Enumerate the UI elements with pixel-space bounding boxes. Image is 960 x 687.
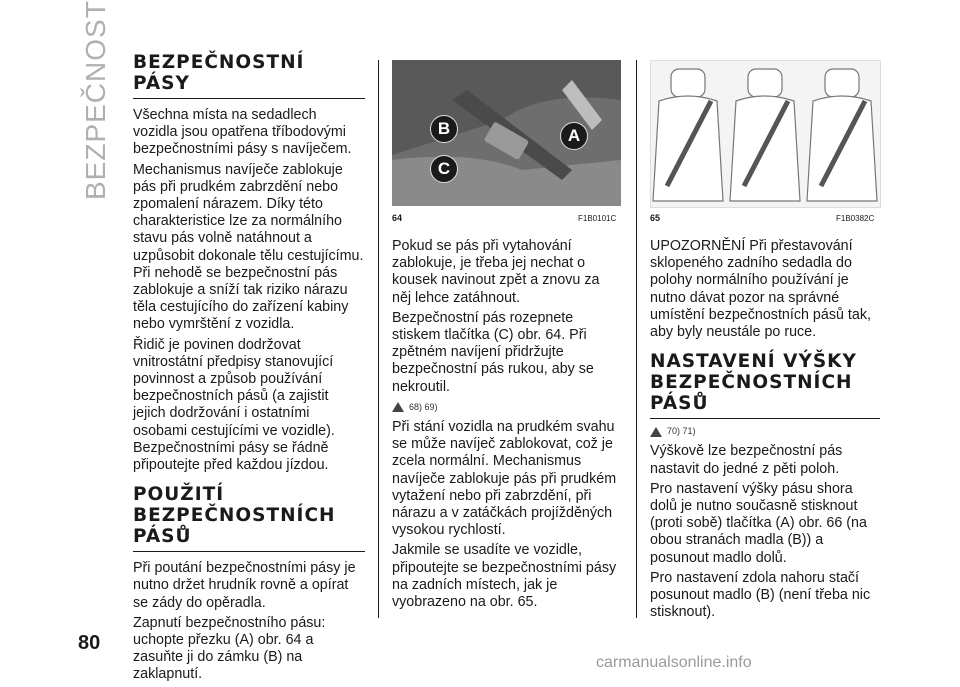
paragraph: Jakmile se usadíte ve vozidle, připoutejte se bezpečnostními pásy na zadních místech, jak je vyobrazeno na obr. 65.	[392, 542, 617, 611]
paragraph: Bezpečnostní pás rozepnete stiskem tlačítka (C) obr. 64. Při zpětném navíjení přidržujte bezpečnostní pás rukou, aby se nekroutil.	[392, 309, 594, 395]
heading-rule	[650, 418, 880, 419]
warning-triangle-icon	[650, 427, 662, 437]
paragraph: Řidič je povinen dodržovat vnitrostátní předpisy stanovující povinnost a způsob používání bezpečnostních pásů (a zajistit jejich dodržování i ostatními osobami cestujícími ve vozidle). Bezpečnostními pásy se řádně připoutejte před každou jízdou.	[133, 336, 335, 474]
heading-rule	[133, 98, 365, 99]
callout-a: A	[560, 122, 588, 150]
figure-64-code: F1B0101C	[578, 214, 617, 223]
figure-64-number: 64	[392, 213, 403, 223]
paragraph: Při stání vozidla na prudkém svahu se může navíječ zablokovat, což je zcela normální. Mechanismus navíječe zablokuje pás při prudkém vytažení nebo při zabrzdění, při nárazu a v zatáčkách projížděných vysokou rychlostí.	[392, 419, 617, 539]
paragraph: Všechna místa na sedadlech vozidla jsou opatřena tříbodovými bezpečnostními pásy s navíječem.	[133, 107, 352, 158]
column-divider	[636, 60, 637, 618]
callout-c: C	[430, 155, 458, 183]
heading-height-adjustment: NASTAVENÍ VÝŠKY BEZPEČNOSTNÍCH PÁSŮ	[650, 351, 857, 415]
page-number: 80	[78, 632, 101, 654]
paragraph: Pro nastavení zdola nahoru stačí posunout madlo (B) (není třeba nic stisknout).	[650, 569, 871, 621]
callout-b: B	[430, 115, 458, 143]
column-2	[392, 238, 622, 614]
figure-65-image	[650, 60, 881, 208]
paragraph: Výškově lze bezpečnostní pás nastavit do jedné z pěti poloh.	[650, 443, 843, 477]
paragraph: UPOZORNĚNÍ Při přestavování sklopeného zadního sedadla do polohy normálního používání je nutno dávat pozor na správné umístění bezpečnostních pásů tak, aby byly neustále po ruce.	[650, 238, 871, 341]
paragraph: Pro nastavení výšky pásu shora dolů je nutno současně stisknout (proti sobě) tlačítka (A) obr. 66 (na obou stranách madla (B)) a posunout madlo dolů.	[650, 480, 867, 566]
figure-64-image	[392, 60, 621, 206]
heading-rule	[133, 551, 365, 552]
warning-triangle-icon	[392, 402, 404, 412]
watermark-link[interactable]: carmanualsonline.info	[596, 654, 752, 671]
section-side-label: BEZPEČNOST	[80, 0, 111, 200]
heading-belt-use: POUŽITÍ BEZPEČNOSTNÍCH PÁSŮ	[133, 484, 336, 548]
paragraph: Pokud se pás při vytahování zablokuje, je třeba jej nechat o kousek navinout zpět a znovu za něj lehce zatáhnout.	[392, 238, 600, 306]
column-1	[133, 52, 365, 687]
warning-refs: 68) 69)	[409, 401, 438, 412]
warning-refs: 70) 71)	[667, 426, 696, 437]
paragraph: Zapnutí bezpečnostního pásu: uchopte přezku (A) obr. 64 a zasuňte ji do zámku (B) na zaklapnutí.	[133, 614, 326, 683]
warning-reference	[392, 399, 622, 416]
paragraph: Mechanismus navíječe zablokuje pás při prudkém zabrzdění nebo zpomalení nárazem. Díky této charakteristice lze za normálního stavu pás volně natáhnout a uzpůsobit dokonale tělu cestujícímu. Při nehodě se bezpečnostní pás zablokuje a sníží tak riziko nárazu těla cestujícího do zařízení kabiny nebo vymrštění z vozidla.	[133, 161, 364, 333]
heading-seat-belts: BEZPEČNOSTNÍ PÁSY	[133, 52, 305, 94]
paragraph: Při poutání bezpečnostními pásy je nutno držet hrudník rovně a opírat se zády do opěradla.	[133, 560, 356, 611]
warning-reference	[650, 423, 880, 440]
column-divider	[378, 60, 379, 618]
figure-65-code: F1B0382C	[836, 214, 875, 223]
column-3	[650, 238, 880, 624]
figure-65-number: 65	[650, 213, 661, 223]
rear-seats-illustration	[651, 61, 880, 207]
